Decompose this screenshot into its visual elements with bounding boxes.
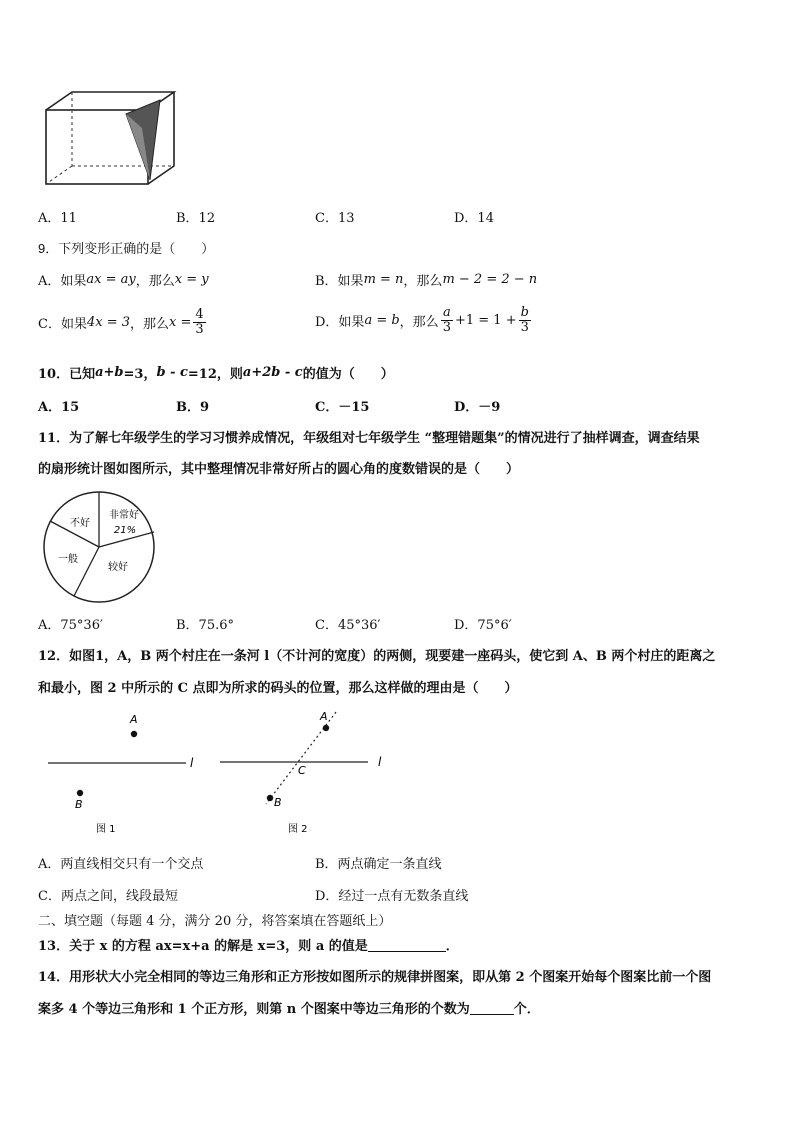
q9-d-fraction-1 xyxy=(441,306,453,336)
q14-text: 案多 4 个等边三角形和 1 个正方形，则第 n 个图案中等边三角形的个数为 xyxy=(38,1002,470,1017)
q12-option-b: B．两点确定一条直线 xyxy=(315,857,442,872)
q11-option-d: D．75°6′ xyxy=(454,618,512,633)
q10-seg-3: 的值为（ ） xyxy=(302,367,394,382)
pie-chart-figure xyxy=(40,488,158,606)
fig1-label-a: A xyxy=(130,713,138,726)
q10-seg-1: =3， xyxy=(123,367,157,382)
q10-option-b: B．9 xyxy=(176,400,210,415)
q14-end: 个． xyxy=(513,1002,540,1017)
q9-c-numerator: 4 xyxy=(195,307,204,322)
q10-stem xyxy=(38,363,394,382)
fig2-label-b: B xyxy=(274,796,282,809)
q12-option-c: C．两点之间，线段最短 xyxy=(38,889,178,904)
q14-stem-line-1: 14．用形状大小完全相同的等边三角形和正方形按如图所示的规律拼图案，即从第 2 个图案开始每个图案比前一个图 xyxy=(38,970,712,985)
q9-d-numerator-1: a xyxy=(442,305,451,320)
q10-option-a: A．15 xyxy=(38,400,80,415)
q13-end: ． xyxy=(445,939,459,954)
pie-label-bad: 不好 xyxy=(70,518,90,529)
q9-a-prefix: A．如果 xyxy=(38,274,87,289)
q9-c-then-word: ，那么 xyxy=(129,317,169,333)
q11-option-b: B．75.6° xyxy=(176,618,234,633)
q9-c-condition: 4x = 3 xyxy=(86,315,130,331)
fig2-label-a: A xyxy=(320,710,328,723)
q9-c-denominator: 3 xyxy=(195,322,204,338)
q9-a-condition: ax = ay xyxy=(86,272,136,287)
q9-d-prefix: D．如果 xyxy=(315,315,365,331)
section-heading-fill-in: 二、填空题（每题 4 分，满分 20 分，将答案填在答题纸上） xyxy=(38,914,392,929)
pie-label-very-good-percent: 21% xyxy=(113,525,137,536)
q9-b-condition: m = n xyxy=(363,272,404,287)
q13-text: 13．关于 x 的方程 ax=x+a 的解是 x=3，则 a 的值是 xyxy=(38,939,368,954)
q9-c-prefix: C．如果 xyxy=(38,317,87,333)
q9-d-middle-expr: +1 = 1 + xyxy=(454,313,517,329)
figure-1 xyxy=(44,706,214,836)
q9-d-denominator-1: 3 xyxy=(442,320,451,336)
q13-stem xyxy=(38,935,459,954)
q9-d-numerator-2: b xyxy=(520,305,529,320)
fig2-label-l: l xyxy=(378,755,382,769)
fig2-label-c: C xyxy=(298,764,306,777)
fig1-label-l: l xyxy=(190,756,194,770)
q9-b-result: m − 2 = 2 − n xyxy=(442,272,538,287)
q12-option-d: D．经过一点有无数条直线 xyxy=(315,889,469,904)
q9-c-result-lhs: x = xyxy=(169,315,192,331)
fig2-caption: 图 2 xyxy=(288,824,308,835)
pie-label-very-good: 非常好 xyxy=(109,510,139,521)
q11-stem-line-1: 11．为了解七年级学生的学习习惯养成情况，年级组对七年级学生 “整理错题集”的情况进行了抽样调查，调查结果 xyxy=(38,431,700,446)
q9-d-denominator-2: 3 xyxy=(520,320,529,336)
q9-d-then-word: ，那么 xyxy=(399,315,439,331)
q14-stem-line-2 xyxy=(38,998,540,1017)
q8-option-b: B．12 xyxy=(176,211,216,226)
q10-seg-2: =12，则 xyxy=(187,367,243,382)
q9-option-c xyxy=(38,308,208,338)
q9-b-prefix: B．如果 xyxy=(315,274,364,289)
q9-option-b xyxy=(315,270,537,289)
q12-option-a: A．两直线相交只有一个交点 xyxy=(38,857,204,872)
figure-2 xyxy=(218,706,398,836)
q11-option-c: C．45°36′ xyxy=(315,618,381,633)
pie-label-average: 一般 xyxy=(58,554,78,565)
q9-option-d xyxy=(315,306,533,336)
q11-stem-line-2: 的扇形统计图如图所示，其中整理情况非常好所占的圆心角的度数错误的是（ ） xyxy=(38,462,520,477)
q12-stem-line-1: 12．如图1，A，B 两个村庄在一条河 l（不计河的宽度）的两侧，现要建一座码头，使它到 A、B 两个村庄的距离之 xyxy=(38,649,716,664)
fig1-caption: 图 1 xyxy=(96,824,116,835)
q9-a-then-word: ，那么 xyxy=(135,274,175,289)
q9-stem: 9．下列变形正确的是（ ） xyxy=(38,241,215,256)
q8-option-c: C．13 xyxy=(315,211,355,226)
q10-option-c: C．－15 xyxy=(315,400,370,415)
q12-stem-line-2: 和最小，图 2 中所示的 C 点即为所求的码头的位置，那么这样做的理由是（ ） xyxy=(38,681,518,696)
q9-d-condition: a = b xyxy=(364,313,400,329)
q9-c-fraction xyxy=(193,308,205,338)
q14-answer-blank[interactable] xyxy=(470,1000,514,1015)
q9-b-then-word: ，那么 xyxy=(403,274,443,289)
q13-answer-blank[interactable] xyxy=(368,937,446,952)
q8-option-d: D．14 xyxy=(454,211,494,226)
q10-expr-3: a+2b - c xyxy=(242,365,303,380)
q10-expr-1: a+b xyxy=(95,365,124,380)
q10-expr-2: b - c xyxy=(156,365,188,380)
q11-option-a: A．75°36′ xyxy=(38,618,103,633)
q9-d-fraction-2 xyxy=(519,306,531,336)
q9-option-a xyxy=(38,270,209,289)
q9-a-result: x = y xyxy=(174,272,209,287)
q8-option-a: A．11 xyxy=(38,211,77,226)
fig1-label-b: B xyxy=(75,798,83,811)
cuboid-figure xyxy=(38,88,188,192)
pie-label-good: 较好 xyxy=(108,562,128,573)
q10-option-d: D．－9 xyxy=(454,400,501,415)
q10-prefix: 10．已知 xyxy=(38,367,96,382)
